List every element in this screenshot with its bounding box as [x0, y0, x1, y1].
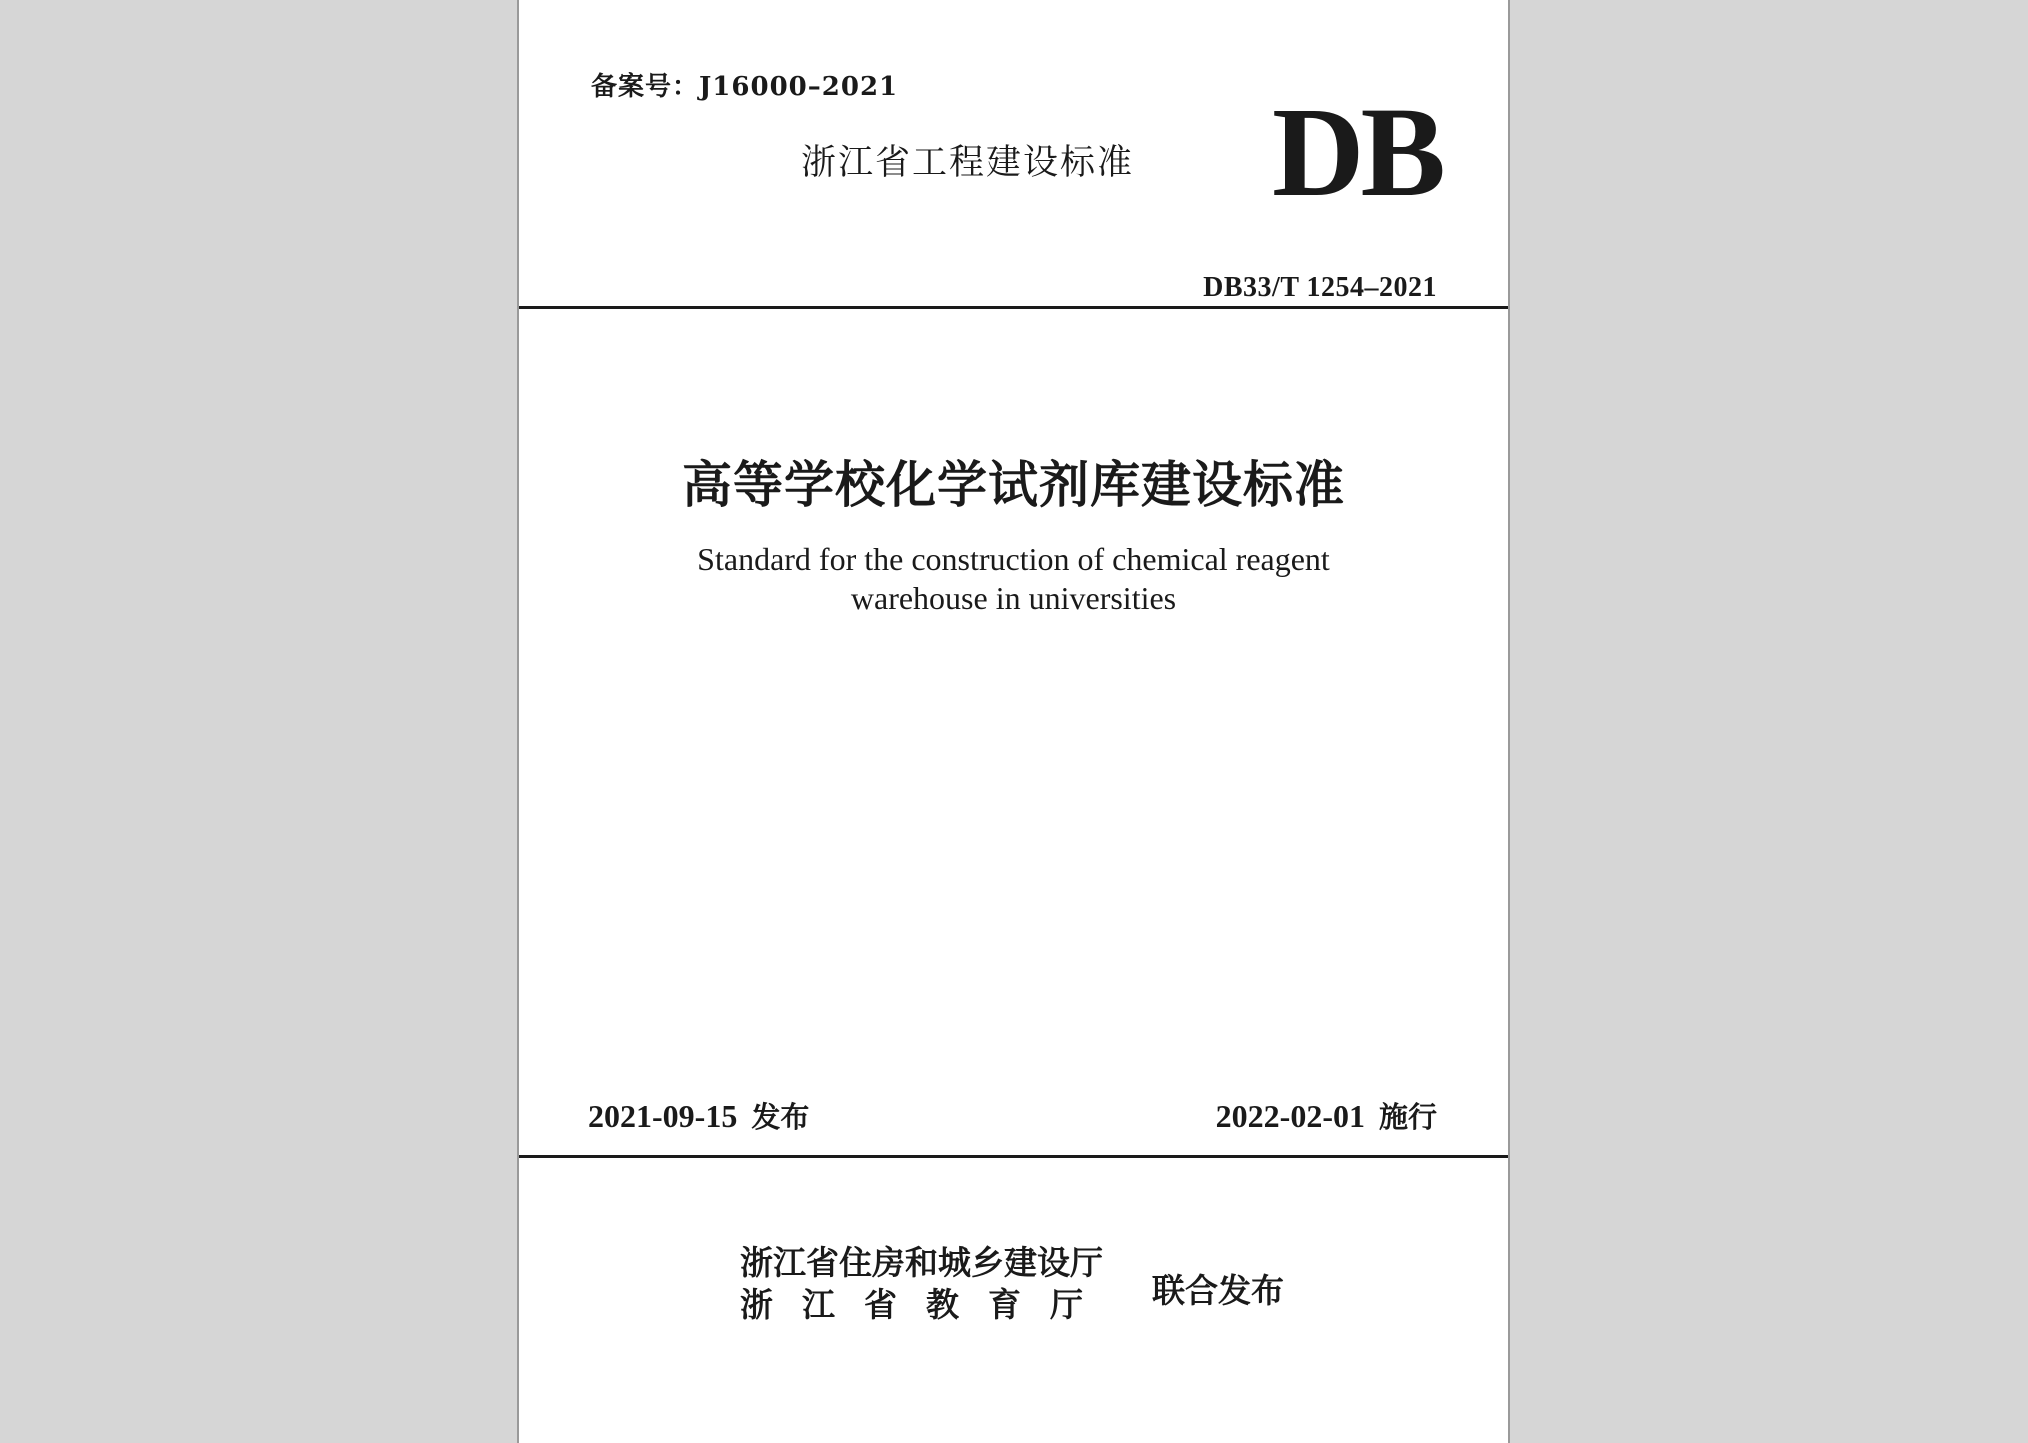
bottom-divider — [519, 1155, 1508, 1158]
standard-number: DB33/T 1254–2021 — [1203, 272, 1437, 303]
issuer-education-dept: 浙江省教育厅 — [740, 1285, 1112, 1324]
issuer-housing-dept: 浙江省住房和城乡建设厅 — [740, 1243, 1103, 1282]
standard-category: 浙江省工程建设标准 — [801, 143, 1135, 183]
title-chinese: 高等学校化学试剂库建设标准 — [682, 455, 1345, 514]
cover-page — [517, 0, 1510, 1443]
title-english — [519, 540, 1508, 618]
effective-label: 施行 — [1378, 1100, 1437, 1134]
filing-number: 备案号：J16000–2021 — [591, 72, 899, 102]
effective-date: 2022-02-01 — [1215, 1098, 1365, 1134]
publish-date: 2021-09-15 — [588, 1098, 738, 1134]
top-divider — [519, 306, 1508, 309]
title-english-line-1: Standard for the construction of chemical reagent — [697, 541, 1330, 577]
db-mark: DB — [1272, 81, 1442, 223]
issuers-list — [740, 1242, 1112, 1326]
effective-date-block — [1216, 1095, 1437, 1136]
title-english-line-2: warehouse in universities — [850, 580, 1177, 616]
publish-label: 发布 — [751, 1100, 810, 1134]
publish-date-block — [588, 1095, 809, 1136]
joint-publish-label: 联合发布 — [1152, 1271, 1284, 1310]
